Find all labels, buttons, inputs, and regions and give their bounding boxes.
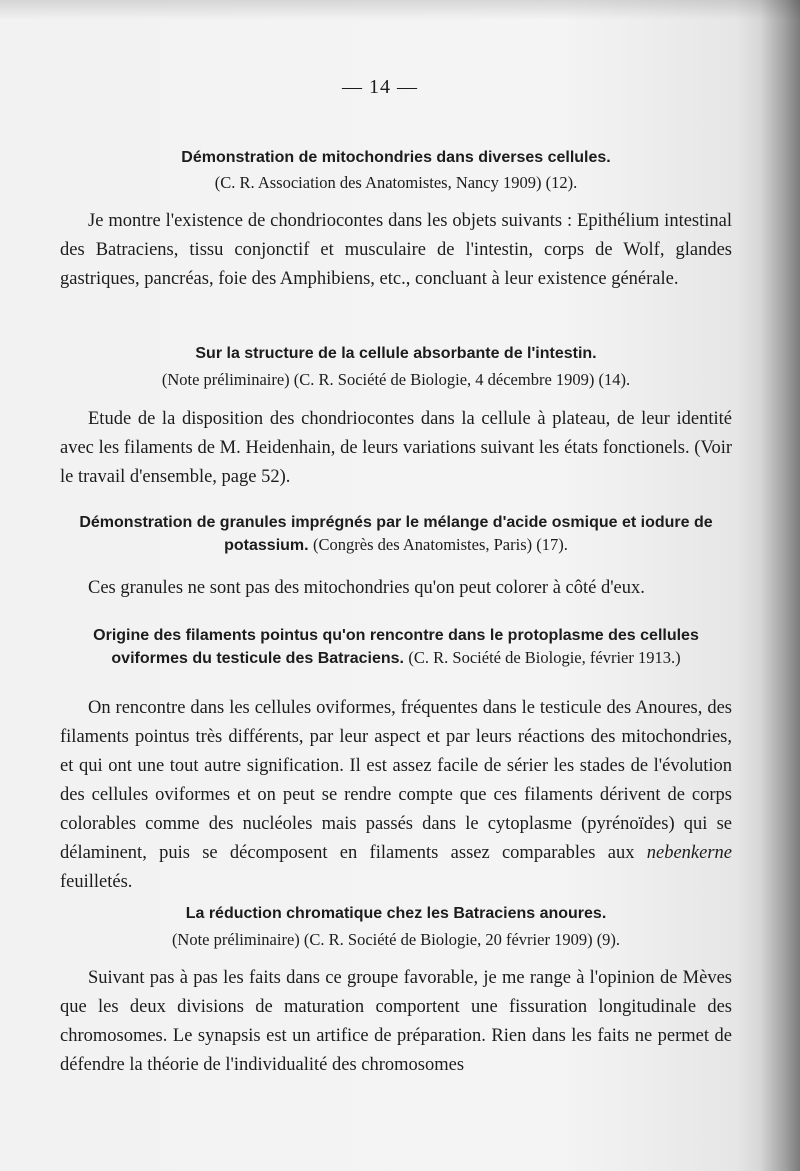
section-4-title bbox=[60, 625, 732, 670]
section-3-title bbox=[60, 512, 732, 557]
section-1-title: Démonstration de mitochondries dans diverses cellules. bbox=[181, 149, 611, 166]
page-edge-shadow bbox=[760, 0, 800, 1171]
section-3-reference: (Congrès des Anatomistes, Paris) (17). bbox=[313, 535, 568, 554]
section-4-body bbox=[60, 694, 732, 897]
section-5-body: Suivant pas à pas les faits dans ce groupe favorable, je me range à l'opinion de Mèves que les deux divisions de maturation comportent une fissuration longitudinale des chromosomes. Le synapsis est un artifice de préparation. Rien dans les faits ne permet de défendre la théorie de l'individualité des chromosomes bbox=[60, 968, 732, 1075]
section-2-body: Etude de la disposition des chondriocontes dans la cellule à plateau, de leur identité avec les filaments de M. Heidenhain, de leurs variations suivant les états fonctionels. (Voir le travail d'ensemble, page 52). bbox=[60, 409, 732, 487]
section-5-title: La réduction chromatique chez les Batraciens anoures. bbox=[185, 905, 607, 922]
section-3-body: Ces granules ne sont pas des mitochondries qu'on peut colorer à côté d'eux. bbox=[88, 578, 645, 598]
section-4-body-text: On rencontre dans les cellules oviformes, fréquentes dans le testicule des Anoures, des filaments pointus très différents, par leur aspect et par leurs réactions des mitochondries, et qui ont une tout autre signification. Il est assez facile de sérier les stades de l'évolution des cellules oviformes et on peut se rendre compte que ces filaments dérivent de corps colorables comme des nucléoles mais passés dans le cytoplasme (pyrénoïdes) qui se délaminent, puis se décomposent en filaments assez comparables aux bbox=[60, 698, 732, 863]
section-1-body: Je montre l'existence de chondriocontes dans les objets suivants : Epithélium intestinal des Batraciens, tissu conjonctif et musculaire de l'intestin, corps de Wolf, glandes gastriques, pancréas, foie des Amphibiens, etc., concluant à leur existence générale. bbox=[60, 211, 732, 289]
section-4-italic-term: nebenkerne bbox=[646, 843, 732, 863]
section-2-reference: (Note préliminaire) (C. R. Société de Biologie, 4 décembre 1909) (14). bbox=[161, 370, 631, 389]
section-5-reference: (Note préliminaire) (C. R. Société de Biologie, 20 février 1909) (9). bbox=[171, 930, 621, 949]
section-2-title: Sur la structure de la cellule absorbante de l'intestin. bbox=[195, 345, 597, 362]
section-4-body-end: feuilletés. bbox=[60, 872, 133, 892]
section-3-title-text: Démonstration de granules imprégnés par le mélange d'acide osmique et iodure de potassium. bbox=[79, 514, 713, 554]
section-4-title-text: Origine des filaments pointus qu'on rencontre dans le protoplasme des cellules oviformes du testicule des Batraciens. bbox=[93, 627, 699, 667]
section-4-reference: (C. R. Société de Biologie, février 1913.) bbox=[408, 648, 681, 667]
page-number: — 14 — bbox=[342, 76, 418, 98]
section-1-reference: (C. R. Association des Anatomistes, Nancy 1909) (12). bbox=[214, 173, 578, 192]
top-shadow bbox=[0, 0, 800, 20]
